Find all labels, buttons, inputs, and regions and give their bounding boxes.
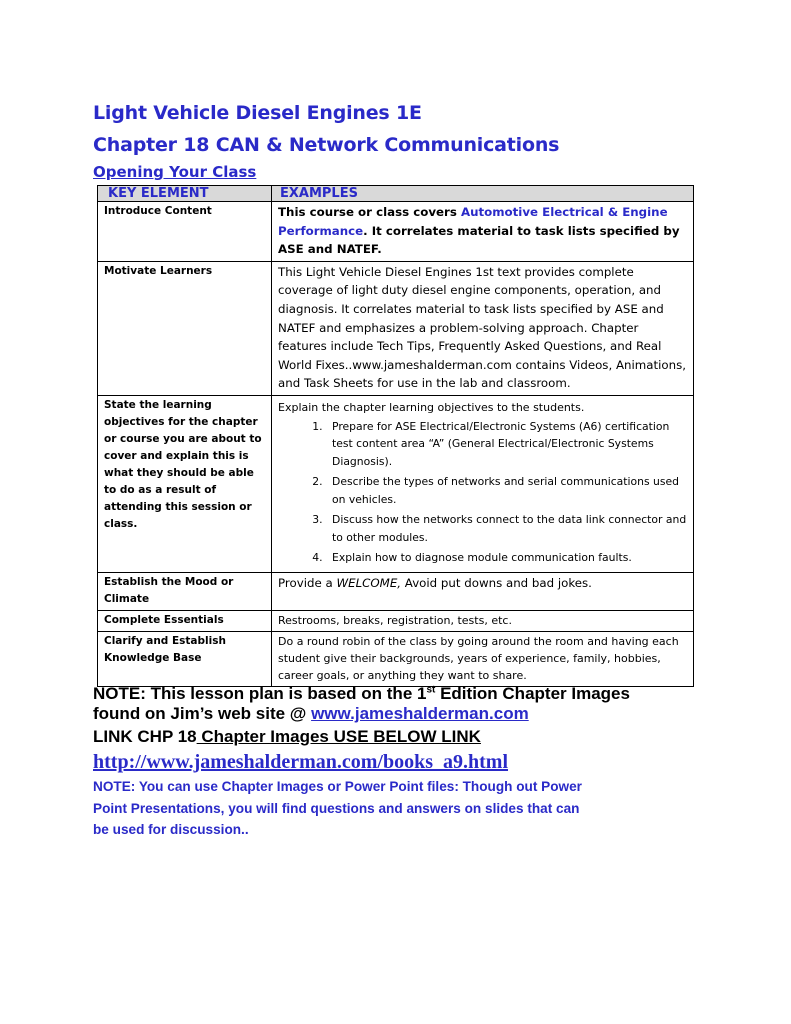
example-cell: Do a round robin of the class by going around the room and having each student give their backgrounds, years of experience, family, hobbies, career goals, or anything they want to share. [272, 631, 694, 686]
note-text: Edition Chapter Images [435, 684, 630, 703]
key-cell: Introduce Content [98, 202, 272, 262]
chapter-link-text: Chapter Images USE BELOW LINK [196, 727, 481, 746]
key-cell: Complete Essentials [98, 610, 272, 631]
note-line: Point Presentations, you will find questions and answers on slides that can [93, 800, 580, 816]
chapter-title: Chapter 18 CAN & Network Communications [93, 134, 560, 156]
section-heading: Opening Your Class [93, 163, 257, 181]
book-title: Light Vehicle Diesel Engines 1E [93, 102, 422, 124]
key-cell: State the learning objectives for the chapter or course you are about to cover and explain this is what they should be able to do as a result of attending this session or class. [98, 395, 272, 572]
table-row [98, 631, 694, 686]
key-cell: Clarify and Establish Knowledge Base [98, 631, 272, 686]
website-note [93, 704, 529, 724]
header-key-element: KEY ELEMENT [98, 186, 272, 202]
table-row [98, 261, 694, 395]
objectives-list [278, 418, 688, 567]
table-row [98, 202, 694, 262]
objective-item: 4. Explain how to diagnose module communication faults. [326, 549, 688, 567]
chapter-link-note [93, 727, 481, 747]
example-cell [272, 572, 694, 610]
chapter-images-link[interactable]: http://www.jameshalderman.com/books_a9.html [93, 751, 509, 773]
example-cell [272, 202, 694, 262]
website-link[interactable]: www.jameshalderman.com [311, 704, 529, 723]
key-cell: Establish the Mood or Climate [98, 572, 272, 610]
example-text: Provide a [278, 575, 337, 590]
table-header-row [98, 186, 694, 202]
example-cell: This Light Vehicle Diesel Engines 1st text provides complete coverage of light duty diesel engine components, operation, and diagnosis. It correlates material to task lists specified by ASE and NATEF and emphasizes a problem-solving approach. Chapter features include Tech Tips, Frequently Asked Questions, and Real World Fixes..www.jameshalderman.com contains Videos, Animations, and Task Sheets for use in the lab and classroom. [272, 261, 694, 395]
edition-superscript: st [426, 684, 436, 696]
welcome-emphasis: WELCOME, [336, 575, 402, 590]
example-cell [272, 395, 694, 572]
header-examples: EXAMPLES [272, 186, 694, 202]
example-cell: Restrooms, breaks, registration, tests, etc. [272, 610, 694, 631]
power-point-note [93, 776, 693, 841]
objective-item: 1. Prepare for ASE Electrical/Electronic Systems (A6) certification test content area “A” (General Electrical/Electronic Systems Diagnosis). [326, 418, 688, 471]
example-text: . It correlates material to task lists specified by ASE and NATEF. [278, 223, 680, 257]
objectives-intro: Explain the chapter learning objectives to the students. [278, 400, 585, 414]
note-line: be used for discussion.. [93, 822, 249, 837]
chapter-link-label: LINK CHP 18 [93, 727, 197, 746]
table-row [98, 610, 694, 631]
table-row [98, 572, 694, 610]
objective-item: 2. Describe the types of networks and serial communications used on vehicles. [326, 473, 688, 508]
lesson-plan-note [93, 684, 630, 704]
table-row [98, 395, 694, 572]
objective-item: 3. Discuss how the networks connect to the data link connector and to other modules. [326, 511, 688, 546]
note-line: NOTE: You can use Chapter Images or Power Point files: Though out Power [93, 779, 582, 794]
example-text: This course or class covers [278, 205, 461, 219]
key-cell: Motivate Learners [98, 261, 272, 395]
example-text: Avoid put downs and bad jokes. [401, 575, 592, 590]
course-name-highlight: Automotive Electrical & Engine Performance [278, 205, 668, 238]
note-text: found on Jim’s web site @ [93, 704, 312, 723]
key-element-table [97, 185, 694, 687]
note-text: NOTE: This lesson plan is based on the 1 [93, 684, 427, 703]
